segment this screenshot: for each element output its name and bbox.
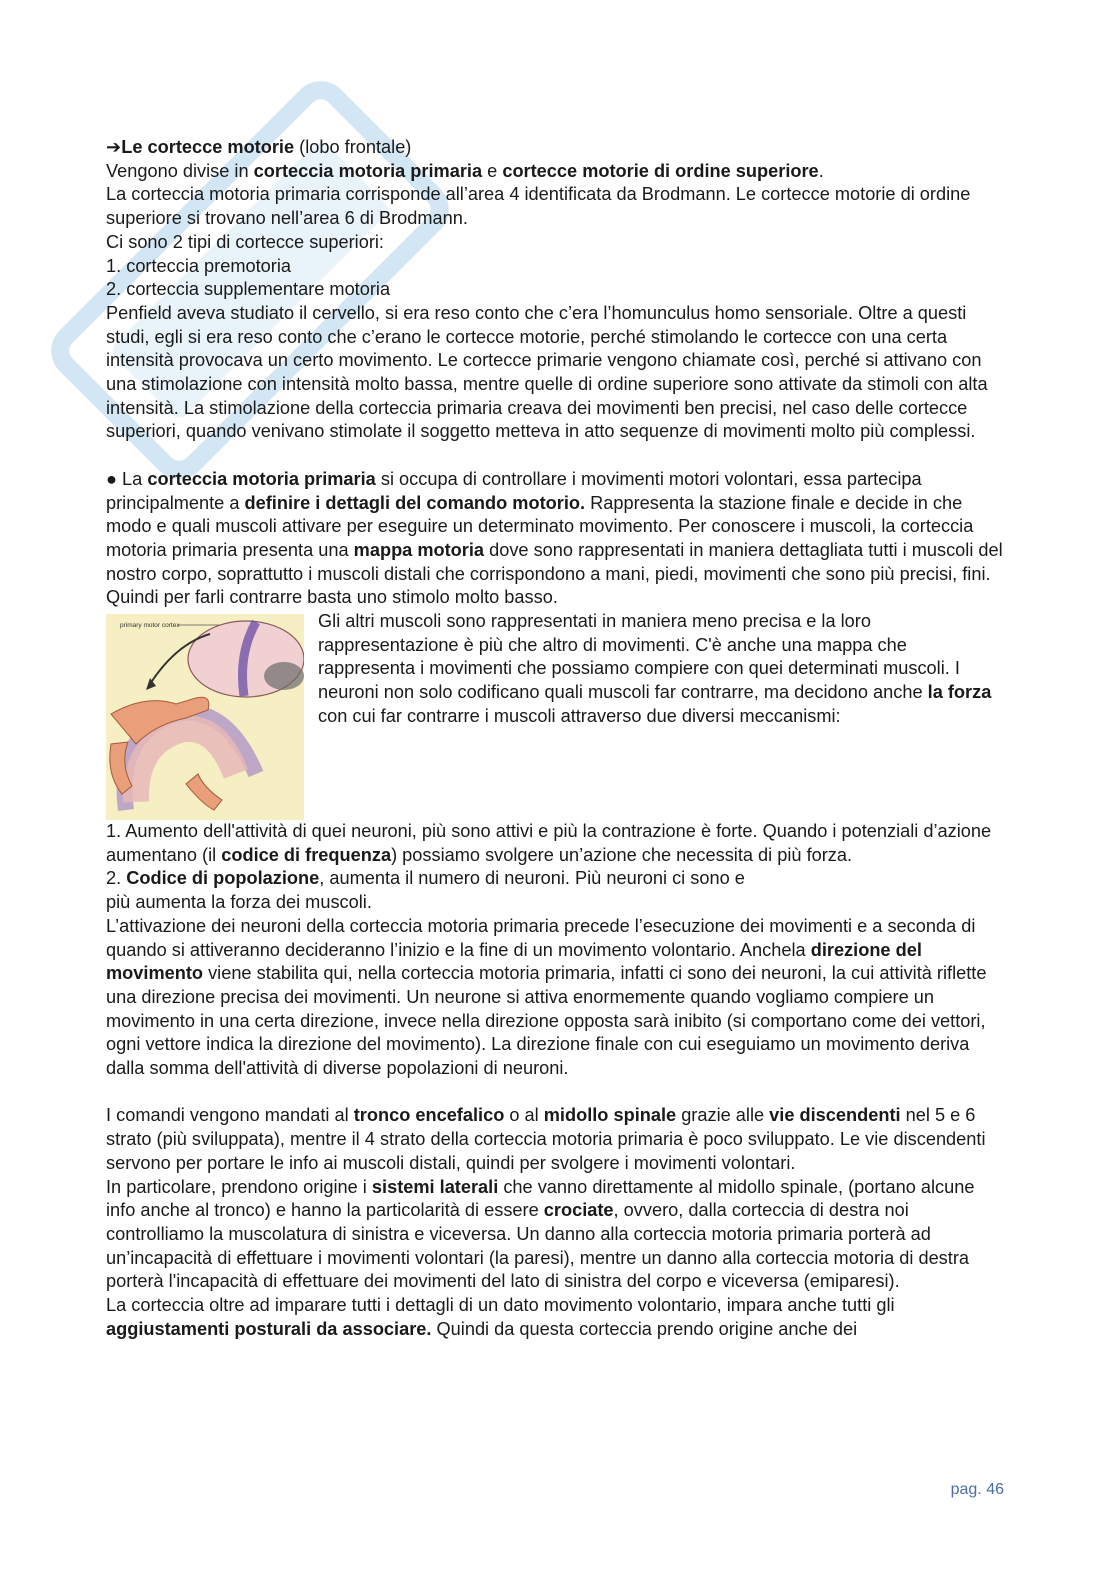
paragraph-3: Ci sono 2 tipi di cortecce superiori: [106,231,384,252]
arrow-icon: ➔ [106,137,122,157]
paragraph-1: Vengono divise in corteccia motoria primaria e cortecce motorie di ordine superiore. [106,160,824,181]
paragraph-10: I comandi vengono mandati al tronco encefalico o al midollo spinale grazie alle vie discendenti nel 5 e 6 strato (più sviluppata), mentre il 4 strato della corteccia motoria primaria è poco sviluppato. Le vie discendenti servono per portare le info ai muscoli distali, quindi per svolgere i movimenti volontari. [106,1105,986,1173]
paragraph-12: La corteccia oltre ad imparare tutti i dettagli di un dato movimento volontario, impara anche tutti gli aggiustamenti posturali da associare. Quindi da questa corteccia prendo origine anche dei [106,1295,895,1339]
document-body [106,136,1008,1342]
paragraph-11: In particolare, prendono origine i sistemi laterali che vanno direttamente al midollo spinale, (portano alcune info anche al tronco) e hanno la particolarità di essere crociate, ovvero, dalla corteccia di destra noi controlliamo la muscolatura di sinistra e viceversa. Un danno alla corteccia motoria primaria porterà ad un’incapacità di effettuare i movimenti volontari (la paresi), mentre un danno alla corteccia motoria di destra porterà l'incapacità di effettuare dei movimenti del lato di sinistra del corpo e viceversa (emiparesi). [106,1176,975,1292]
page-number: pag. 46 [950,1481,1004,1498]
paragraph-6: Gli altri muscoli sono rappresentati in maniera meno precisa e la loro rappresentazione è più che altro di movimenti. C'è anche una mappa che rappresenta i movimenti che possiamo compiere con quei determinati muscoli. I neuroni non solo codificano quali muscoli far contrarre, ma decidono anche la forza con cui far contrarre i muscoli attraverso due diversi meccanismi: [318,611,992,726]
heading-bold: Le cortecce motorie [121,137,295,157]
bullet-icon: ● [106,468,123,489]
paragraph-8: 2. Codice di popolazione, aumenta il numero di neuroni. Più neuroni ci sono e più aumenta la forza dei muscoli. [106,868,745,913]
section-heading [106,136,1008,160]
paragraph-9: L’attivazione dei neuroni della corteccia motoria primaria precede l’esecuzione dei movimenti e a seconda di quando si attiveranno decideranno l’inizio e la fine di un movimento volontario. Anchela direzione del movimento viene stabilita qui, nella corteccia motoria primaria, infatti ci sono dei neuroni, la cui attività riflette una direzione precisa dei movimenti. Un neurone si attiva enormemente quando vogliamo compiere un movimento in una certa direzione, invece nella direzione opposta sarà inibito (si comportano come dei vettori, ogni vettore indica la direzione del movimento). La direzione finale con cui eseguiamo un movimento deriva dalla somma dell'attività di diverse popolazioni di neuroni. [106,915,987,1079]
figure-label: primary motor cortex [120,622,180,630]
paragraph-2: La corteccia motoria primaria corrisponde all’area 4 identificata da Brodmann. Le cortecce motorie di ordine superiore si trovano nell’area 6 di Brodmann. [106,184,971,229]
motor-cortex-illustration [106,614,304,820]
heading-rest: (lobo frontale) [294,137,412,157]
list-item: 1. corteccia premotoria [106,255,291,276]
paragraph-4: Penfield aveva studiato il cervello, si era reso conto che c’era l’homunculus homo sensoriale. Oltre a questi studi, egli si era reso conto che c’erano le cortecce motorie, perché stimolando le cortecce con una certa intensità provocava un certo movimento. Le cortecce primarie vengono chiamate così, perché si attivano con una stimolazione con intensità molto bassa, mentre quelle di ordine superiore sono attivate da stimoli con alta intensità. La stimolazione della corteccia primaria creava dei movimenti ben precisi, nel caso delle cortecce superiori, quando venivano stimolate il soggetto metteva in atto sequenze di movimenti molto più complessi. [106,302,988,442]
list-item: 2. corteccia supplementare motoria [106,279,391,300]
paragraph-5: ● La corteccia motoria primaria si occupa di controllare i movimenti motori volontari, essa partecipa principalmente a definire i dettagli del comando motorio. Rappresenta la stazione finale e decide in che modo e quali muscoli attivare per eseguire un determinato movimento. Per conoscere i muscoli, la corteccia motoria primaria presenta una mappa motoria dove sono rappresentati in maniera dettagliata tutti i muscoli del nostro corpo, soprattutto i muscoli distali che corrispondono a mani, piedi, movimenti che sono più precisi, fini. Quindi per farli contrarre basta uno stimolo molto basso. [106,468,1003,608]
paragraph-7: 1. Aumento dell'attività di quei neuroni, più sono attivi e più la contrazione è forte. Quando i potenziali d’azione aumentano (il codice di frequenza) possiamo svolgere un’azione che necessita di più forza. [106,821,992,865]
